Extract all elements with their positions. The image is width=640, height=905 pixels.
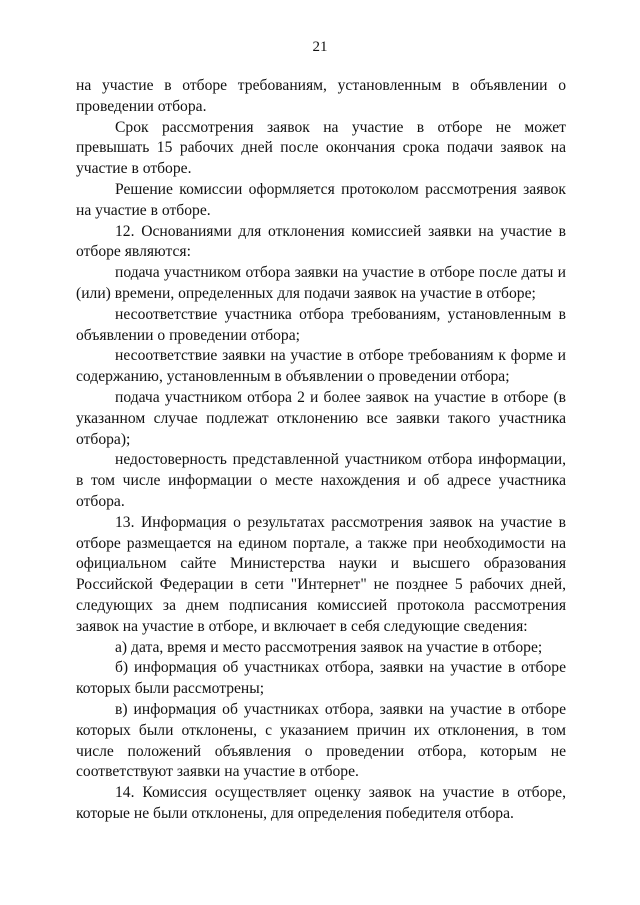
paragraph-14-commission-evaluation: 14. Комиссия осуществляет оценку заявок на участие в отборе, которые не были отклонены, для определения победителя отбора. (76, 784, 566, 822)
list-item-late-submission: подача участником отбора заявки на участие в отборе после даты и (или) времени, определенных для подачи заявок на участие в отборе; (76, 264, 566, 302)
paragraph-review-period: Срок рассмотрения заявок на участие в отборе не может превышать 15 рабочих дней после окончания срока подачи заявок на участие в отборе. (76, 118, 566, 178)
list-item-unreliable-info: недостоверность представленной участником отбора информации, в том числе информации о месте нахождения и об адресе участника отбора. (76, 451, 566, 510)
list-item-b-reviewed-participants: б) информация об участниках отбора, заявки на участие в отборе которых были рассмотрены; (76, 659, 566, 698)
list-item-multiple-applications: подача участником отбора 2 и более заявок на участие в отборе (в указанном случае подлежат отклонению все заявки такого участника отбора); (76, 388, 566, 448)
list-item-application-mismatch: несоответствие заявки на участие в отборе требованиям к форме и содержанию, установленным в объявлении о проведении отбора; (76, 347, 566, 386)
list-item-participant-mismatch: несоответствие участника отбора требованиям, установленным в объявлении о проведении отбора; (76, 305, 566, 344)
paragraph-continuation: на участие в отборе требованиям, установленным в объявлении о проведении отбора. (76, 77, 566, 115)
page-number: 21 (312, 39, 328, 55)
paragraph-commission-decision: Решение комиссии оформляется протоколом рассмотрения заявок на участие в отборе. (76, 180, 566, 219)
paragraph-13-results-info: 13. Информация о результатах рассмотрения заявок на участие в отборе размещается на едином портале, а также при необходимости на официальном сайте Министерства науки и высшего образования Российской Федерации в сети "Интернет" не позднее 5 рабочих дней, следующих за днем подписания комиссией протокола рассмотрения заявок на участие в отборе, и включает в себя следующие сведения: (76, 513, 566, 635)
list-item-a-date-time-place: а) дата, время и место рассмотрения заявок на участие в отборе; (115, 638, 543, 656)
paragraph-12-rejection-grounds: 12. Основаниями для отклонения комиссией заявки на участие в отборе являются: (76, 222, 566, 261)
list-item-c-rejected-participants: в) информация об участниках отбора, заявки на участие в отборе которых были отклонены, с указанием причин их отклонения, в том числе положений объявления о проведении отбора, которым не соответствуют заявки на участие в отборе. (76, 700, 566, 781)
document-body (76, 76, 566, 825)
